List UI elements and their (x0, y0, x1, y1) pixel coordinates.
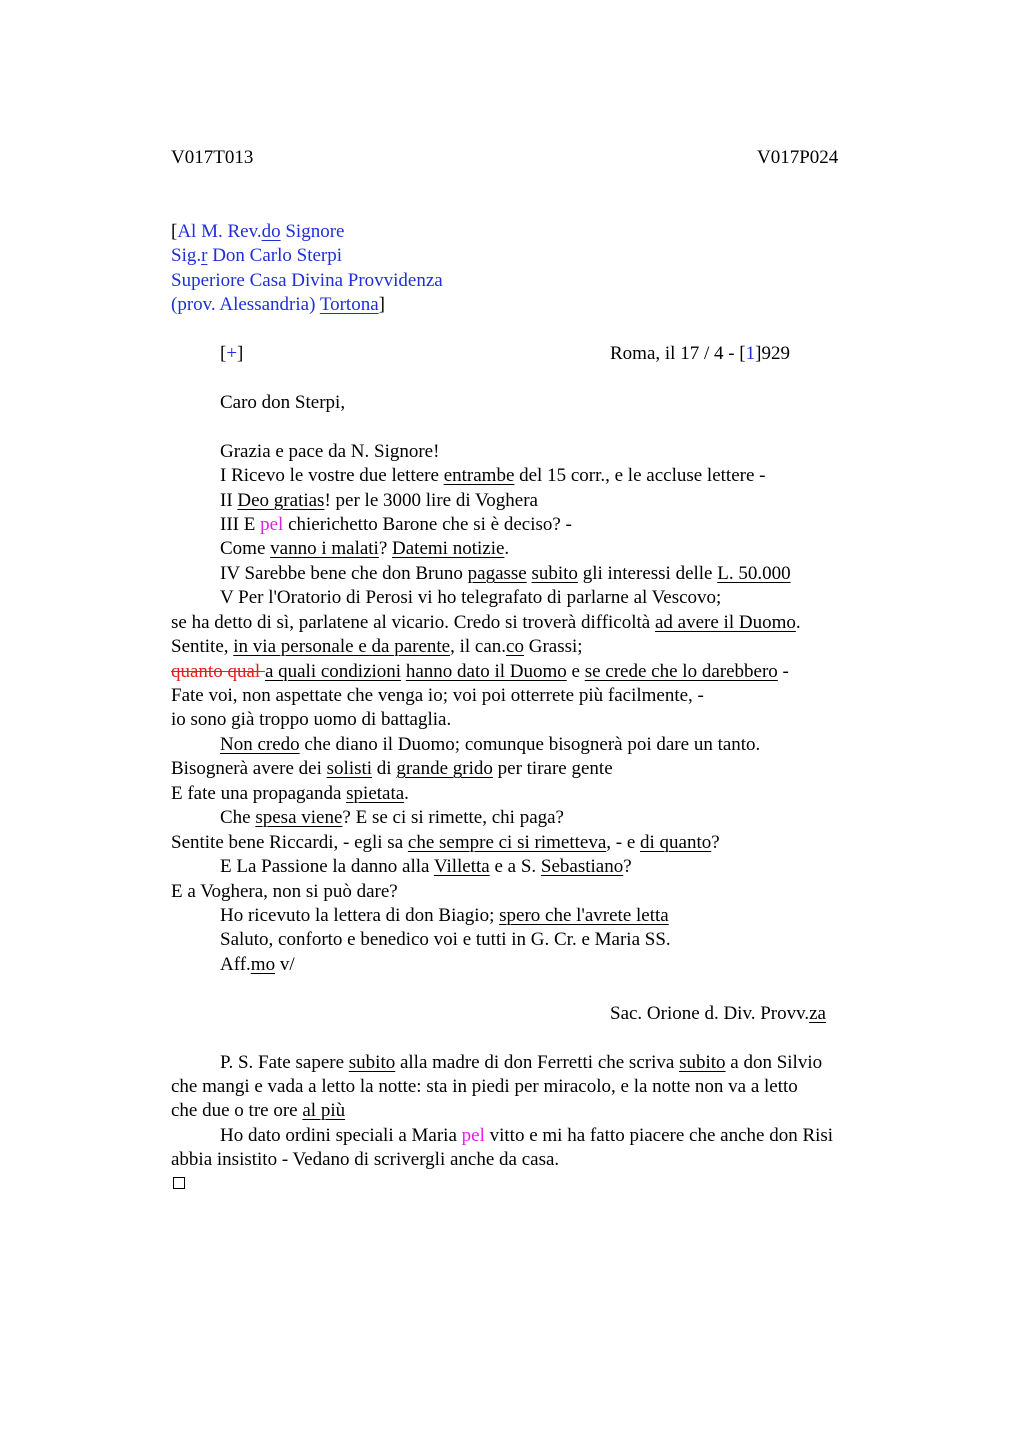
body-line-13: Non credo che diano il Duomo; comunque bisognerà poi dare un tanto. (220, 734, 761, 755)
postscript-line-3: che due o tre ore al più (171, 1100, 346, 1121)
highlighted-word: pel (260, 514, 284, 535)
body-line-20: Ho ricevuto la lettera di don Biagio; spero che l'avrete letta (220, 905, 669, 926)
document-code-left: V017T013 (171, 147, 254, 168)
body-line-17: Sentite bene Riccardi, - egli sa che sempre ci si rimetteva, - e di quanto? (171, 832, 720, 853)
bracket-close: ] (378, 294, 385, 315)
body-line-19: E a Voghera, non si può dare? (171, 881, 398, 902)
body-line-5: Come vanno i malati? Datemi notizie. (220, 538, 510, 559)
address-recipient-title: Al M. Rev. (177, 221, 262, 242)
address-recipient-abbr: do (261, 221, 281, 242)
address-line-4 (171, 293, 385, 317)
body-line-22: Aff.mo v/ (220, 954, 295, 975)
body-line-10: quanto qual a quali condizioni hanno dato il Duomo e se crede che lo darebbero - (171, 661, 789, 682)
end-marker-square-icon (173, 1177, 185, 1189)
address-line-1 (171, 220, 344, 244)
body-line-1: Grazia e pace da N. Signore! (220, 441, 440, 462)
body-line-16: Che spesa viene? E se ci si rimette, chi paga? (220, 807, 564, 828)
body-line-21: Saluto, conforto e benedico voi e tutti in G. Cr. e Maria SS. (220, 929, 671, 950)
address-line-2 (171, 244, 342, 268)
body-line-14: Bisognerà avere dei solisti di grande grido per tirare gente (171, 758, 613, 779)
postscript-line-4: Ho dato ordini speciali a Maria pel vitto e mi ha fatto piacere che anche don Risi (220, 1125, 834, 1146)
body-line-18: E La Passione la danno alla Villetta e a S. Sebastiano? (220, 856, 632, 877)
address-city: Tortona (319, 294, 379, 315)
body-line-6: IV Sarebbe bene che don Bruno pagasse subito gli interessi delle L. 50.000 (220, 563, 791, 584)
body-line-7: V Per l'Oratorio di Perosi vi ho telegrafato di parlarne al Vescovo; (220, 587, 722, 608)
address-sig: Sig. (171, 245, 202, 266)
struck-text: quanto qual (171, 661, 265, 682)
body-line-4: III E pel chierichetto Barone che si è deciso? - (220, 514, 572, 535)
body-line-12: io sono già troppo uomo di battaglia. (171, 709, 452, 730)
document-code-right: V017P024 (757, 147, 839, 168)
body-line-11: Fate voi, non aspettate che venga io; voi poi otterrete più facilmente, - (171, 685, 704, 706)
postscript-line-5: abbia insistito - Vedano di scrivergli anche da casa. (171, 1149, 560, 1170)
highlighted-word: pel (461, 1125, 485, 1146)
body-line-9: Sentite, in via personale e da parente, il can.co Grassi; (171, 636, 583, 657)
address-line-3: Superiore Casa Divina Provvidenza (171, 270, 443, 291)
body-line-15: E fate una propaganda spietata. (171, 783, 409, 804)
address-sig-abbr: r (201, 245, 208, 266)
date-editorial-insert: 1 (745, 343, 756, 364)
bracket-open: [ (171, 221, 178, 242)
body-line-8: se ha detto di sì, parlatene al vicario. Credo si troverà difficoltà ad avere il Duomo. (171, 612, 801, 633)
body-line-2: I Ricevo le vostre due lettere entrambe del 15 corr., e le accluse lettere - (220, 465, 766, 486)
body-line-3: II Deo gratias! per le 3000 lire di Voghera (220, 490, 538, 511)
cross-symbol: + (226, 343, 238, 364)
letter-date: Roma, il 17 / 4 - [1]929 (610, 343, 790, 364)
postscript-line-2: che mangi e vada a letto la notte: sta in piedi per miracolo, e la notte non va a letto (171, 1076, 798, 1097)
address-province: (prov. Alessandria) (171, 294, 320, 315)
postscript-line-1: P. S. Fate sapere subito alla madre di don Ferretti che scriva subito a don Silvio (220, 1052, 823, 1073)
address-recipient-signore: Signore (280, 221, 345, 242)
signature: Sac. Orione d. Div. Provv.za (610, 1003, 826, 1024)
cross-mark: [+] (220, 343, 244, 364)
address-recipient-name: Don Carlo Sterpi (207, 245, 343, 266)
salutation: Caro don Sterpi, (220, 392, 346, 413)
